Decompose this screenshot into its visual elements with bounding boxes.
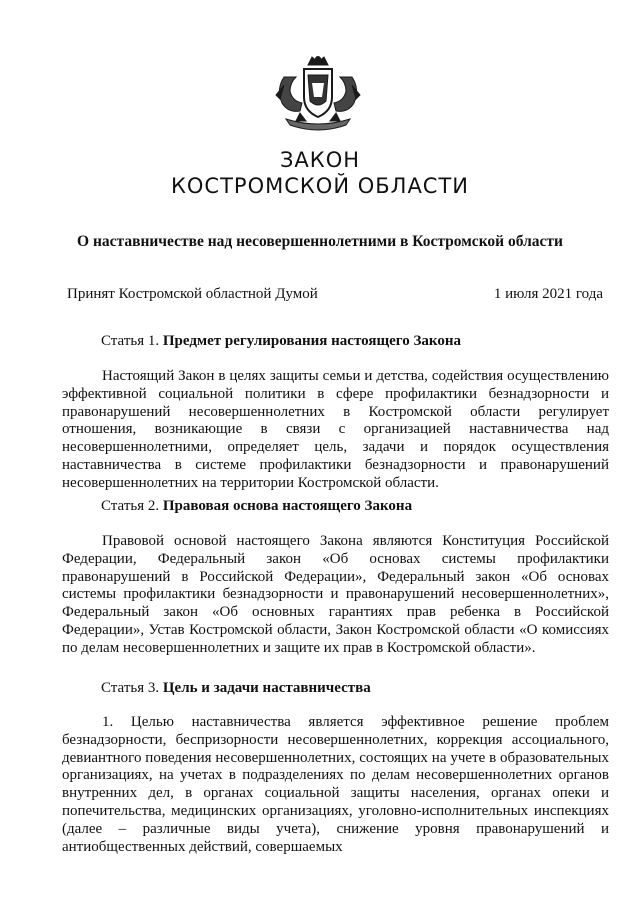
adopted-by: Принят Костромской областной Думой bbox=[67, 286, 318, 302]
article-title: Цель и задачи наставничества bbox=[162, 680, 371, 696]
article-title: Предмет регулирования настоящего Закона bbox=[162, 333, 461, 349]
article-number: Статья 1. bbox=[101, 333, 160, 349]
article-2-text: Правовой основой настоящего Закона являются Конституция Российской Федерации, Федеральный закон «Об основах системы профилактики правонарушений в Российской Федерации», Федеральный закон «Об основах системы профилактики безнадзорности и правонарушений несовершеннолетних», Федеральный закон «Об основных гарантиях прав ребенка в Российской Федерации», Устав Костромской области, Закон Костромской области «О комиссиях по делам несовершеннолетних и защите их прав в Костромской области». bbox=[62, 533, 609, 656]
article-number: Статья 2. bbox=[101, 498, 160, 514]
adopted-date: 1 июля 2021 года bbox=[493, 286, 603, 302]
document-title-line2: КОСТРОМСКОЙ ОБЛАСТИ bbox=[170, 174, 470, 198]
article-number: Статья 3. bbox=[101, 680, 160, 696]
article-1-heading bbox=[101, 333, 461, 350]
article-title: Правовая основа настоящего Закона bbox=[162, 498, 413, 514]
law-subject: О наставничестве над несовершеннолетними в Костромской области bbox=[77, 233, 563, 250]
article-3-text: 1. Целью наставничества является эффективное решение проблем безнадзорности, беспризорности несовершеннолетних, коррекция ассоциального, девиантного поведения несовершеннолетних, состоящих на учете в образовательных организациях, на учетах в подразделениях по делам несовершеннолетних органов внутренних дел, в органах социальной защиты населения, органах опеки и попечительства, медицинских организациях, уголовно-исполнительных инспекциях (далее – различные виды учета), снижение уровня правонарушений и антиобщественных действий, совершаемых bbox=[62, 714, 609, 855]
article-3-heading bbox=[101, 680, 371, 697]
article-2-heading bbox=[101, 498, 412, 515]
coat-of-arms-emblem bbox=[272, 55, 364, 135]
article-1-text: Настоящий Закон в целях защиты семьи и детства, содействия осуществлению эффективной социальной политики в сфере профилактики безнадзорности и правонарушений несовершеннолетних в Костромской области регулирует отношения, возникающие в связи с организацией наставничества над несовершеннолетними, определяет цель, задачи и порядок осуществления наставничества в системе профилактики безнадзорности и правонарушений несовершеннолетних на территории Костромской области. bbox=[62, 368, 609, 491]
document-title-line1: ЗАКОН bbox=[279, 148, 361, 172]
